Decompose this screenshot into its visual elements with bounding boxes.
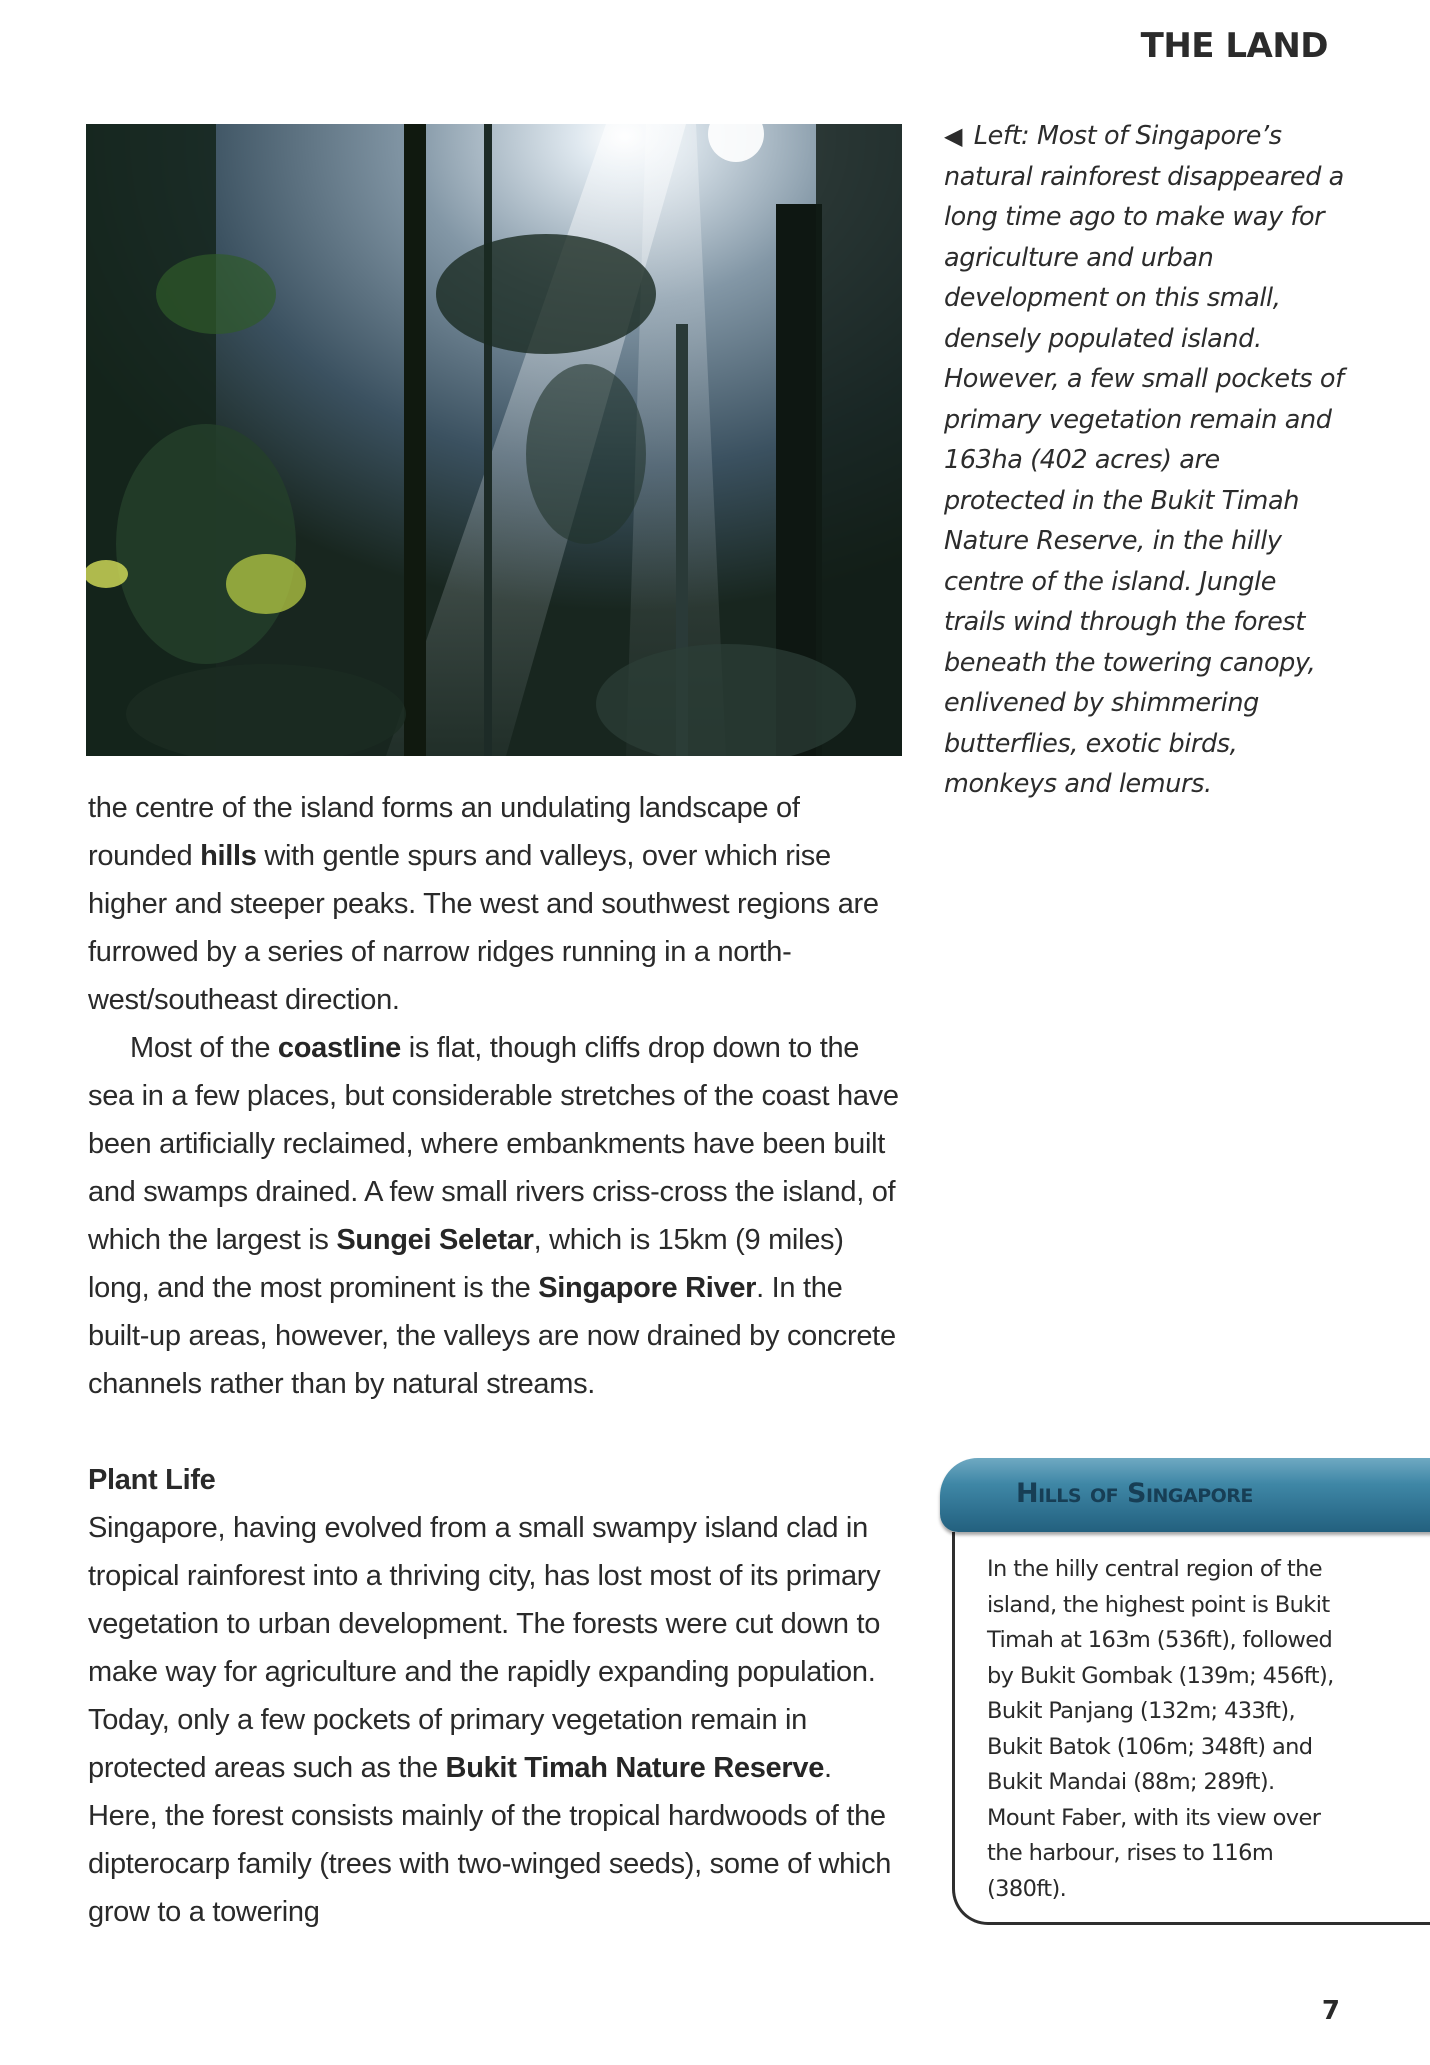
term-bukit-timah: Bukit Timah Nature Reserve: [445, 1752, 825, 1784]
text-run: . Here, the forest consists mainly of the tropical hardwoods of the dipterocarp family (trees with two-winged seeds), some of which grow to a towering: [88, 1752, 892, 1928]
section-heading: Plant Life: [88, 1464, 216, 1496]
page-number: 7: [1321, 1996, 1340, 2026]
photo-caption: [944, 116, 1344, 805]
plant-life-section: [88, 1456, 908, 1936]
caption-label: Left:: [973, 121, 1030, 151]
text-run: the centre of the island forms an undulating landscape of rounded: [88, 792, 800, 872]
plant-life-paragraph: [88, 1504, 908, 1936]
coastline-paragraph: [88, 1024, 908, 1408]
rainforest-image: [86, 124, 902, 756]
caption-text: Most of Singapore’s natural rainforest disappeared a long time ago to make way for agriculture and urban development on this small, densely populated island. However, a few small pockets of primary vegetation remain and 163ha (402 acres) are protected in the Bukit Timah Nature Reserve, in the hilly centre of the island. Jungle trails wind through the forest beneath the towering canopy, enlivened by shimmering butterflies, exotic birds, monkeys and lemurs.: [944, 121, 1344, 799]
hills-paragraph: [88, 784, 908, 1024]
hills-sidebar: [940, 1458, 1430, 1934]
sidebar-body: [952, 1532, 1430, 1925]
sidebar-title: Hills of Singapore: [1016, 1478, 1253, 1509]
running-head: THE LAND: [1140, 26, 1328, 66]
text-run: . In the built-up areas, however, the valleys are now drained by concrete channels rather than by natural streams.: [88, 1272, 896, 1400]
text-run: is flat, though cliffs drop down to the sea in a few places, but considerable stretches of the coast have been artificially reclaimed, where embankments have been built and swamps drained. A few small rivers criss-cross the island, of which the largest is: [88, 1032, 899, 1256]
term-sungei-seletar: Sungei Seletar: [336, 1224, 534, 1256]
sidebar-header: [940, 1458, 1430, 1532]
text-run: , which is 15km (9 miles) long, and the most prominent is the: [88, 1224, 844, 1304]
text-run: Most of the: [130, 1032, 278, 1064]
left-arrow-icon: ◀: [944, 122, 963, 150]
sidebar-text: In the hilly central region of the island, the highest point is Bukit Timah at 163m (536ft), followed by Bukit Gombak (139m; 456ft), Bukit Panjang (132m; 433ft), Bukit Batok (106m; 348ft) and Bukit Mandai (88m; 289ft). Mount Faber, with its view over the harbour, rises to 116m (380ft).: [987, 1556, 1334, 1902]
land-section: [88, 784, 908, 1408]
term-hills: hills: [200, 840, 257, 872]
term-singapore-river: Singapore River: [538, 1272, 757, 1304]
term-coastline: coastline: [277, 1032, 401, 1064]
text-run: with gentle spurs and valleys, over which rise higher and steeper peaks. The west and southwest regions are furrowed by a series of narrow ridges running in a north-west/southeast direction.: [88, 840, 879, 1016]
rainforest-photo: [86, 124, 902, 756]
text-run: Singapore, having evolved from a small swampy island clad in tropical rainforest into a thriving city, has lost most of its primary vegetation to urban development. The forests were cut down to make way for agriculture and the rapidly expanding population. Today, only a few pockets of primary vegetation remain in protected areas such as the: [88, 1512, 881, 1784]
